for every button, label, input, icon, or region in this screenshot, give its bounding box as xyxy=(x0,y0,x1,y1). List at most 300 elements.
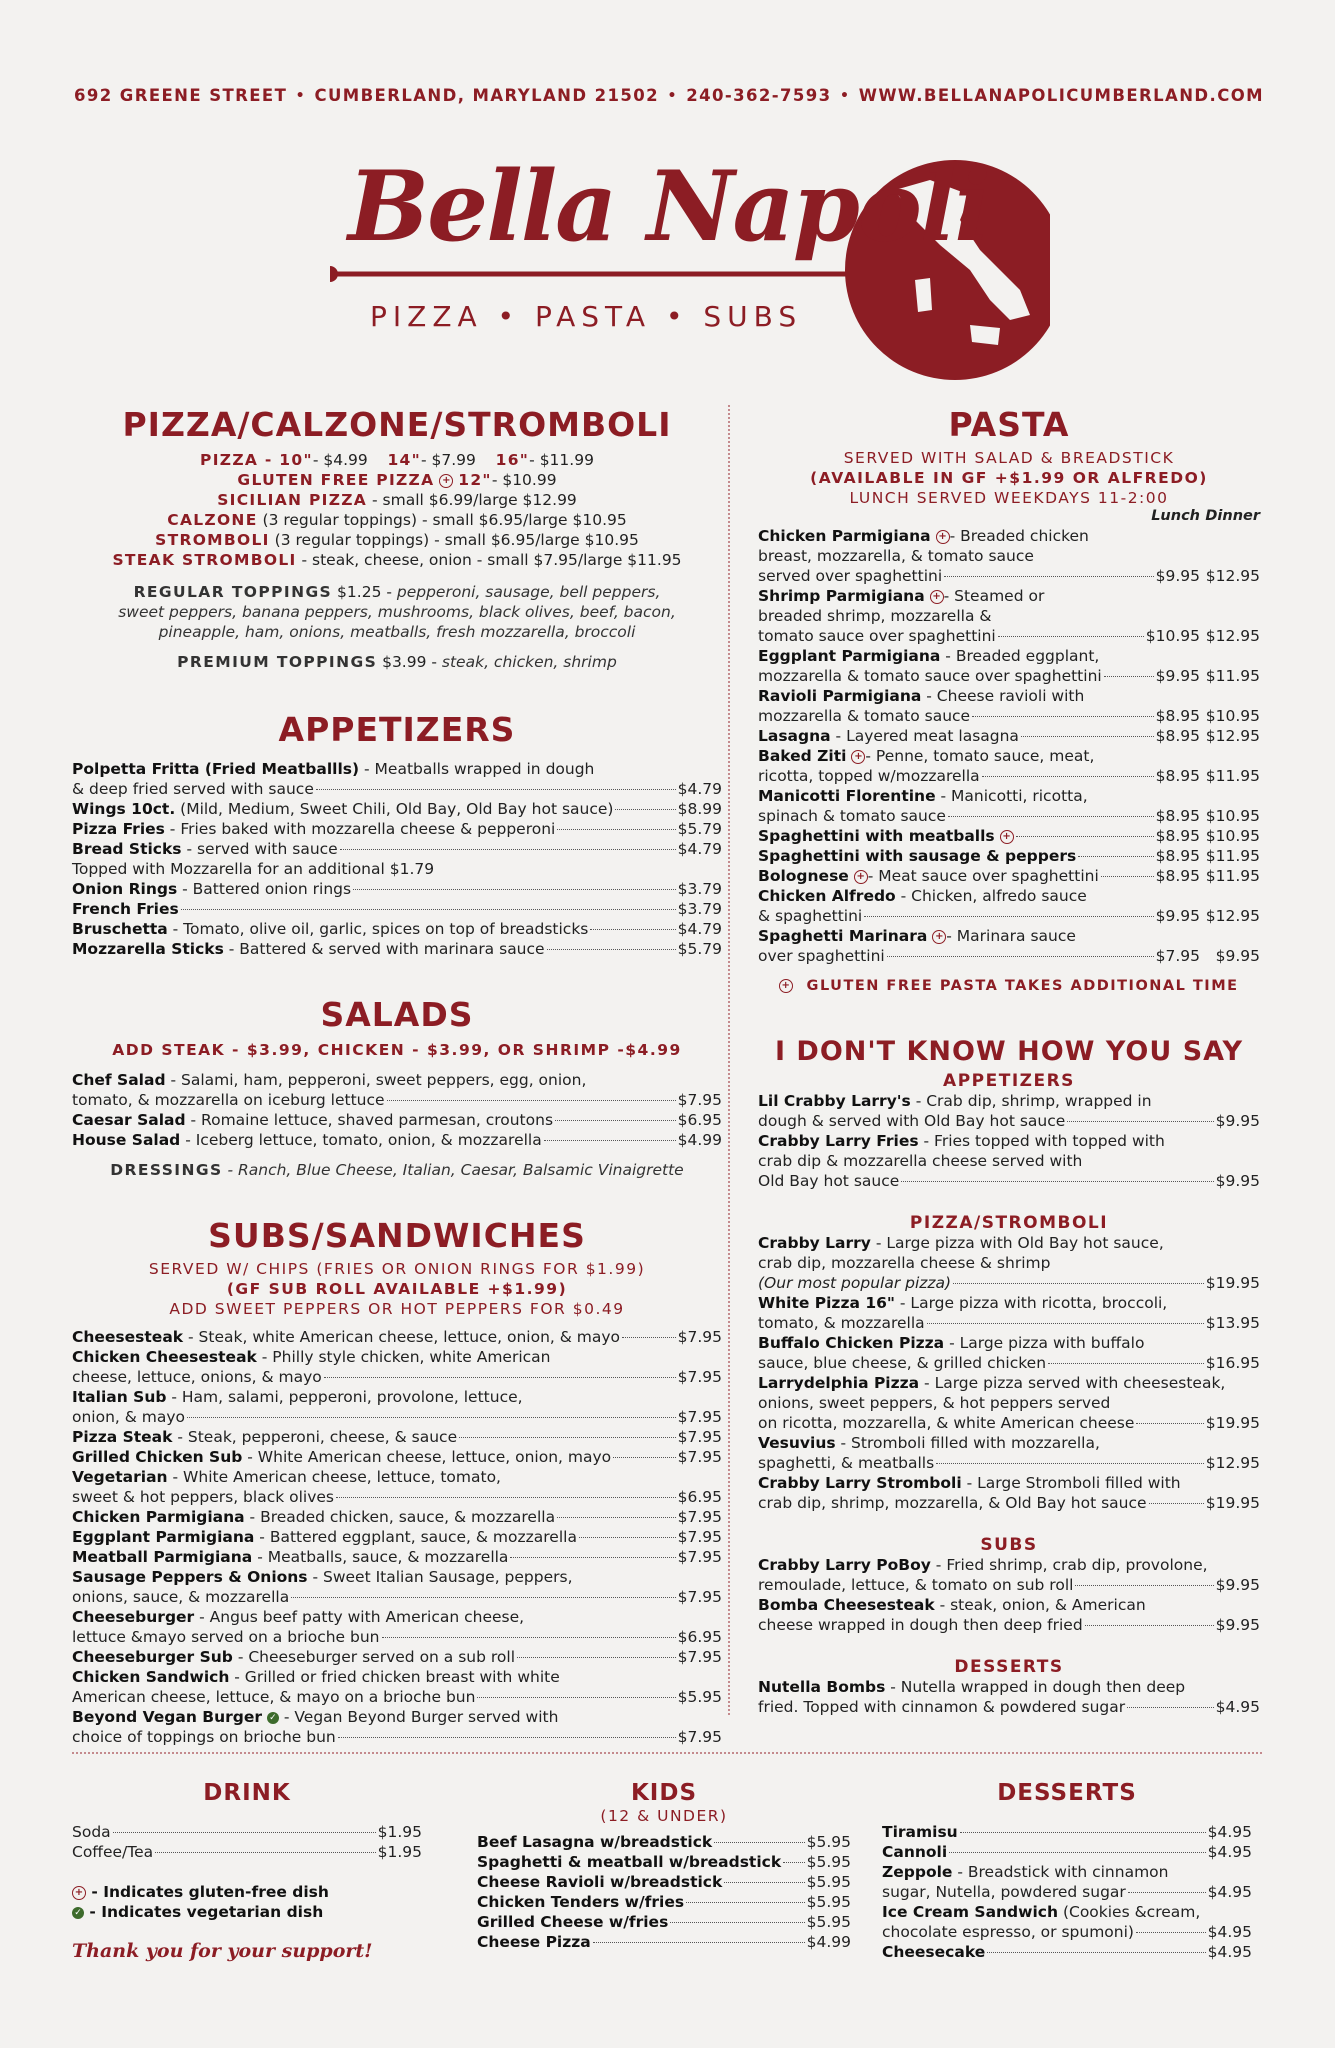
vegetarian-icon: ✓ xyxy=(72,1907,84,1919)
item-name: Nutella Bombs xyxy=(758,1678,886,1696)
item-name: Sausage Peppers & Onions xyxy=(72,1568,308,1586)
item-desc: - Large pizza served with cheesesteak, xyxy=(919,1374,1226,1392)
list-item xyxy=(477,1872,851,1892)
price: - $11.99 xyxy=(529,451,594,469)
item-desc: - Salami, ham, pepperoni, sweet peppers, egg, onion, xyxy=(165,1071,587,1089)
item-price: $5.95 xyxy=(806,1873,851,1891)
item-price: $8.99 xyxy=(677,800,722,818)
item-name: Coffee/Tea xyxy=(72,1843,154,1861)
gf-note-text: GLUTEN FREE PASTA TAKES ADDITIONAL TIME xyxy=(806,978,1239,994)
list-item xyxy=(758,846,1260,866)
item-name: Tiramisu xyxy=(882,1823,958,1841)
item-desc: - Chicken, alfredo sauce xyxy=(895,887,1087,905)
list-item xyxy=(882,1922,1252,1942)
item-name: Chicken Parmigiana xyxy=(72,1508,245,1526)
item-desc: - Large pizza with Old Bay hot sauce, xyxy=(870,1234,1164,1252)
list-item xyxy=(758,1313,1260,1333)
item-name: Onion Rings xyxy=(72,880,178,898)
item-price: $5.95 xyxy=(806,1893,851,1911)
item-name: Eggplant Parmigiana xyxy=(72,1528,255,1546)
item-name: Meatball Parmigiana xyxy=(72,1548,253,1566)
item-price: $13.95 xyxy=(1205,1314,1260,1332)
item-price: $1.95 xyxy=(377,1823,422,1841)
item-desc: - Fries topped with topped with xyxy=(918,1132,1165,1150)
price: - $10.99 xyxy=(491,471,557,489)
item-name: Vesuvius xyxy=(758,1434,836,1452)
item-desc: - Philly style chicken, white American xyxy=(256,1348,551,1366)
list-item xyxy=(758,1413,1260,1433)
list-item xyxy=(758,1453,1260,1473)
item-name: Caesar Salad xyxy=(72,1111,186,1129)
list-item xyxy=(758,586,1260,606)
item-name: Spaghetti & meatball w/breadstick xyxy=(477,1853,782,1871)
item-name: Wings 10ct. xyxy=(72,800,176,818)
item-name: Chicken Parmigiana xyxy=(758,527,931,545)
list-item xyxy=(72,1347,722,1367)
item-name: Spaghettini with sausage & peppers xyxy=(758,847,1077,865)
item-desc: cheese, lettuce, onions, & mayo xyxy=(72,1368,322,1386)
list-item xyxy=(477,1832,851,1852)
item-price: $4.79 xyxy=(677,780,722,798)
item-desc: - Manicotti, ricotta, xyxy=(935,787,1088,805)
item-price: $7.95 xyxy=(677,1368,722,1386)
item-price: $7.95 xyxy=(677,1091,722,1109)
list-item xyxy=(758,626,1260,646)
item-desc: - Meatballs, sauce, & mozzarella xyxy=(252,1548,509,1566)
item-name: Crabby Larry Stromboli xyxy=(758,1474,962,1492)
list-item xyxy=(758,1615,1260,1635)
item-desc: - Ham, salami, pepperoni, provolone, lettuce, xyxy=(166,1388,523,1406)
item-price: $7.95 xyxy=(677,1728,722,1746)
legend-gf xyxy=(72,1882,422,1902)
item-name: Crabby Larry PoBoy xyxy=(758,1556,931,1574)
item-name: French Fries xyxy=(72,900,179,918)
item-price: $7.95 xyxy=(677,1648,722,1666)
list-item xyxy=(72,1567,722,1587)
list-item xyxy=(72,899,722,919)
item-desc: - Breaded eggplant, xyxy=(940,647,1100,665)
toppings-price: $3.99 - xyxy=(377,653,442,671)
subs-note: (GF SUB ROLL AVAILABLE +$1.99) xyxy=(226,1280,568,1298)
toppings-list: sweet peppers, banana peppers, mushrooms, black olives, beef, bacon, xyxy=(118,603,676,621)
item-name: Chicken Tenders w/fries xyxy=(477,1893,685,1911)
gluten-free-icon: + xyxy=(439,474,453,488)
pasta-note: LUNCH SERVED WEEKDAYS 11-2:00 xyxy=(849,489,1169,507)
item-desc: - Grilled or fried chicken breast with white xyxy=(229,1668,560,1686)
item-desc: - Nutella wrapped in dough then deep xyxy=(885,1678,1186,1696)
list-item xyxy=(758,726,1260,746)
item-price: $6.95 xyxy=(677,1111,722,1129)
phone-number[interactable]: 240-362-7593 xyxy=(686,86,832,105)
item-price: $7.95 xyxy=(677,1448,722,1466)
idk-pizza-title: PIZZA/STROMBOLI xyxy=(909,1213,1109,1233)
drink-section xyxy=(72,1780,422,1962)
salads-add-ons: ADD STEAK - $3.99, CHICKEN - $3.99, OR SHRIMP -$4.99 xyxy=(112,1041,682,1059)
list-item xyxy=(882,1822,1252,1842)
street-address: 692 GREENE STREET xyxy=(74,86,288,105)
item-desc: - Cheeseburger served on a sub roll xyxy=(232,1648,516,1666)
item-name: Ice Cream Sandwich xyxy=(882,1903,1059,1921)
size: 14" xyxy=(387,451,421,469)
pizza-sizes xyxy=(72,450,722,470)
list-item xyxy=(758,1677,1260,1697)
item-desc: (Mild, Medium, Sweet Chili, Old Bay, Old Bay hot sauce) xyxy=(175,800,614,818)
idk-appetizers-list xyxy=(758,1091,1260,1191)
item-desc: - Angus beef patty with American cheese, xyxy=(194,1608,525,1626)
item-desc: - Steamed or xyxy=(943,587,1045,605)
item-desc: sugar, Nutella, powdered sugar xyxy=(882,1883,1126,1901)
item-price: $12.95 xyxy=(1205,1454,1260,1472)
size: 12" xyxy=(458,471,492,489)
dinner-price: $10.95 xyxy=(1205,707,1260,725)
item-price: $7.95 xyxy=(677,1428,722,1446)
list-item xyxy=(758,646,1260,666)
item-name: Buffalo Chicken Pizza xyxy=(758,1334,945,1352)
item-price: $7.95 xyxy=(677,1588,722,1606)
item-price: $4.95 xyxy=(1207,1943,1252,1961)
pasta-title: PASTA xyxy=(948,405,1070,444)
item-desc: - Battered & served with marinara sauce xyxy=(223,940,545,958)
list-item xyxy=(758,566,1260,586)
list-item xyxy=(758,746,1260,766)
item-desc: (3 regular toppings) - small $6.95/large $10.95 xyxy=(269,531,639,549)
item-desc: on ricotta, mozzarella, & white American cheese xyxy=(758,1414,1135,1432)
list-item xyxy=(72,919,722,939)
item-name: Spaghetti Marinara xyxy=(758,927,928,945)
lunch-header: Lunch xyxy=(1151,508,1200,524)
item-name: Chicken Alfredo xyxy=(758,887,896,905)
dinner-price: $11.95 xyxy=(1205,867,1260,885)
item-desc: - Stromboli filled with mozzarella, xyxy=(835,1434,1100,1452)
list-item xyxy=(72,1507,722,1527)
dinner-price: $11.95 xyxy=(1205,767,1260,785)
idk-subs-list xyxy=(758,1555,1260,1635)
item-price: $5.95 xyxy=(806,1853,851,1871)
item-name: Bruschetta xyxy=(72,920,168,938)
separator: • xyxy=(839,87,851,104)
appetizers-list xyxy=(72,759,722,959)
list-item xyxy=(758,866,1260,886)
drink-title: DRINK xyxy=(203,1780,291,1806)
list-item xyxy=(72,839,722,859)
city-address: CUMBERLAND, MARYLAND 21502 xyxy=(314,86,660,105)
list-item xyxy=(758,1493,1260,1513)
item-desc: - Meatballs wrapped in dough xyxy=(359,760,595,778)
toppings-list: pepperoni, sausage, bell peppers, xyxy=(396,583,661,601)
list-item xyxy=(758,1111,1260,1131)
item-desc: onions, sweet peppers, & hot peppers served xyxy=(758,1394,1111,1412)
item-desc: tomato, & mozzarella on iceburg lettuce xyxy=(72,1091,385,1109)
item-label: CALZONE xyxy=(167,511,258,529)
lunch-price: $10.95 xyxy=(1145,627,1200,645)
list-item xyxy=(882,1882,1252,1902)
sicilian-pizza xyxy=(72,490,722,510)
list-item xyxy=(758,1697,1260,1717)
item-price: $4.79 xyxy=(677,920,722,938)
item-name: Cheeseburger Sub xyxy=(72,1648,233,1666)
gluten-free-icon: + xyxy=(851,750,865,764)
calzone xyxy=(72,510,722,530)
item-name: Cheesesteak xyxy=(72,1328,184,1346)
item-price: $4.95 xyxy=(1207,1923,1252,1941)
item-price: $7.95 xyxy=(677,1508,722,1526)
list-item xyxy=(758,666,1260,686)
item-desc: - Fries baked with mozzarella cheese & pepperoni xyxy=(164,820,556,838)
list-item xyxy=(758,786,1260,806)
dinner-header: Dinner xyxy=(1205,508,1260,524)
item-name: Pizza Steak xyxy=(72,1428,173,1446)
list-item xyxy=(758,1575,1260,1595)
list-item xyxy=(72,879,722,899)
list-item xyxy=(72,819,722,839)
item-price: $19.95 xyxy=(1205,1274,1260,1292)
list-item xyxy=(72,939,722,959)
list-item xyxy=(758,1353,1260,1373)
item-name: Crabby Larry xyxy=(758,1234,871,1252)
item-price: $7.95 xyxy=(677,1528,722,1546)
item-name: Zeppole xyxy=(882,1863,953,1881)
list-item xyxy=(758,1273,1260,1293)
list-item xyxy=(758,766,1260,786)
item-desc: - Vegan Beyond Burger served with xyxy=(278,1708,559,1726)
list-item xyxy=(477,1912,851,1932)
item-desc: onion, & mayo xyxy=(72,1408,186,1426)
list-item xyxy=(758,686,1260,706)
item-desc: remoulade, lettuce, & tomato on sub roll xyxy=(758,1576,1074,1594)
kids-list xyxy=(477,1832,851,1952)
item-name: Italian Sub xyxy=(72,1388,167,1406)
item-price: $4.95 xyxy=(1215,1698,1260,1716)
list-item xyxy=(758,1555,1260,1575)
item-desc: - White American cheese, lettuce, onion, mayo xyxy=(242,1448,612,1466)
kids-subtitle: (12 & UNDER) xyxy=(600,1807,728,1825)
item-desc: cheese wrapped in dough then deep fried xyxy=(758,1616,1083,1634)
item-price: $4.95 xyxy=(1207,1843,1252,1861)
idk-subs-title: SUBS xyxy=(980,1535,1038,1555)
item-price: $6.95 xyxy=(677,1488,722,1506)
item-desc: - steak, onion, & American xyxy=(934,1596,1146,1614)
column-divider xyxy=(728,405,730,1715)
list-item xyxy=(72,1707,722,1727)
item-desc: - Breadstick with cinnamon xyxy=(952,1863,1169,1881)
item-price: $19.95 xyxy=(1205,1494,1260,1512)
item-desc: - White American cheese, lettuce, tomato, xyxy=(167,1468,501,1486)
item-desc: American cheese, lettuce, & mayo on a brioche bun xyxy=(72,1688,476,1706)
list-item xyxy=(72,1487,722,1507)
gluten-free-icon: + xyxy=(1000,830,1014,844)
vegetarian-icon: ✓ xyxy=(267,1712,279,1724)
item-desc: tomato sauce over spaghettini xyxy=(758,627,996,645)
item-price: $7.95 xyxy=(677,1328,722,1346)
item-desc: - Sweet Italian Sausage, peppers, xyxy=(307,1568,573,1586)
price: - $4.99 xyxy=(312,451,368,469)
dinner-price: $12.95 xyxy=(1205,567,1260,585)
list-item xyxy=(758,1131,1260,1151)
steak-stromboli xyxy=(72,550,722,570)
item-price: $3.79 xyxy=(677,900,722,918)
gluten-free-icon: + xyxy=(779,979,793,993)
item-desc: crab dip & mozzarella cheese served with xyxy=(758,1152,1083,1170)
desserts-list xyxy=(882,1822,1252,1962)
list-item xyxy=(758,806,1260,826)
item-price: $4.79 xyxy=(677,840,722,858)
list-item xyxy=(758,1373,1260,1393)
item-price: $1.95 xyxy=(377,1843,422,1861)
item-price: $4.99 xyxy=(677,1131,722,1149)
lunch-price: $8.95 xyxy=(1155,807,1200,825)
item-name: Grilled Chicken Sub xyxy=(72,1448,243,1466)
item-desc: - Breaded chicken, sauce, & mozzarella xyxy=(244,1508,556,1526)
item-price: $9.95 xyxy=(1215,1616,1260,1634)
appetizers-title: APPETIZERS xyxy=(278,710,516,749)
idk-pizza-list xyxy=(758,1233,1260,1513)
list-item xyxy=(72,1090,722,1110)
item-desc: sweet & hot peppers, black olives xyxy=(72,1488,334,1506)
gluten-free-pizza xyxy=(72,470,722,490)
list-item xyxy=(72,1647,722,1667)
item-price: $4.95 xyxy=(1207,1823,1252,1841)
toppings-label: REGULAR TOPPINGS xyxy=(133,583,333,601)
item-name: White Pizza 16" xyxy=(758,1294,895,1312)
lunch-price: $8.95 xyxy=(1155,707,1200,725)
toppings-price: $1.25 - xyxy=(332,583,397,601)
item-desc: tomato, & mozzarella xyxy=(758,1314,925,1332)
list-item xyxy=(72,1367,722,1387)
list-item xyxy=(72,1407,722,1427)
item-name: Cheeseburger xyxy=(72,1608,195,1626)
subs-note: ADD SWEET PEPPERS OR HOT PEPPERS FOR $0.49 xyxy=(169,1300,625,1318)
item-desc: - Marinara sauce xyxy=(946,927,1076,945)
item-name: Lil Crabby Larry's xyxy=(758,1092,911,1110)
lunch-price: $8.95 xyxy=(1155,767,1200,785)
left-column xyxy=(72,405,722,1747)
item-price: $19.95 xyxy=(1205,1414,1260,1432)
dinner-price: $10.95 xyxy=(1205,807,1260,825)
item-name: Vegetarian xyxy=(72,1468,168,1486)
kids-section xyxy=(477,1780,851,1952)
lunch-price: $8.95 xyxy=(1155,727,1200,745)
item-name: Spaghettini with meatballs xyxy=(758,827,995,845)
list-item xyxy=(72,1070,722,1090)
item-desc: - Layered meat lasagna xyxy=(830,727,1019,745)
item-desc: - Romaine lettuce, shaved parmesan, croutons xyxy=(185,1111,554,1129)
item-desc: served over spaghettini xyxy=(758,567,943,585)
pasta-note: SERVED WITH SALAD & BREADSTICK xyxy=(843,449,1175,467)
dressings-label: DRESSINGS xyxy=(110,1161,223,1179)
list-item xyxy=(72,1527,722,1547)
item-label: STROMBOLI xyxy=(155,531,270,549)
item-name: Shrimp Parmigiana xyxy=(758,587,925,605)
item-name: Ravioli Parmigiana xyxy=(758,687,922,705)
pizza-label: PIZZA - 10" xyxy=(200,451,313,469)
pasta-note: (AVAILABLE IN GF +$1.99 OR ALFREDO) xyxy=(810,469,1208,487)
item-label: STEAK STROMBOLI xyxy=(112,551,297,569)
item-name: Cannoli xyxy=(882,1843,948,1861)
item-desc: - small $6.99/large $12.99 xyxy=(367,491,577,509)
item-price: $9.95 xyxy=(1215,1172,1260,1190)
item-desc: sauce, blue cheese, & grilled chicken xyxy=(758,1354,1047,1372)
item-desc: & deep fried served with sauce xyxy=(72,780,314,798)
list-item xyxy=(758,1171,1260,1191)
dinner-price: $12.95 xyxy=(1205,627,1260,645)
item-name: Cheesecake xyxy=(882,1943,986,1961)
list-item xyxy=(758,826,1260,846)
item-price: $7.95 xyxy=(677,1548,722,1566)
item-price: $5.79 xyxy=(677,940,722,958)
list-item xyxy=(882,1862,1252,1882)
separator: • xyxy=(667,87,678,104)
item-name: Soda xyxy=(72,1823,111,1841)
list-item xyxy=(72,1387,722,1407)
list-item xyxy=(477,1892,851,1912)
list-item xyxy=(882,1942,1252,1962)
section-divider xyxy=(72,1752,1262,1754)
right-column xyxy=(758,405,1260,1717)
item-price: $7.95 xyxy=(677,1408,722,1426)
item-desc: dough & served with Old Bay hot sauce xyxy=(758,1112,1066,1130)
list-item xyxy=(72,1587,722,1607)
list-item xyxy=(758,1233,1260,1253)
idk-title: I DON'T KNOW HOW YOU SAY xyxy=(774,1036,1244,1067)
item-desc: fried. Topped with cinnamon & powdered sugar xyxy=(758,1698,1126,1716)
gluten-free-icon: + xyxy=(936,530,950,544)
premium-toppings xyxy=(72,652,722,672)
list-item xyxy=(72,1667,722,1687)
item-name: Manicotti Florentine xyxy=(758,787,936,805)
item-desc: ricotta, topped w/mozzarella xyxy=(758,767,980,785)
list-item xyxy=(72,1130,722,1150)
item-desc: (Our most popular pizza) xyxy=(758,1274,952,1292)
list-item xyxy=(758,906,1260,926)
lunch-price: $9.95 xyxy=(1155,907,1200,925)
list-item xyxy=(72,759,722,779)
item-price: $5.95 xyxy=(677,1688,722,1706)
list-item xyxy=(758,1091,1260,1111)
address-bar xyxy=(74,86,1264,105)
lunch-price: $9.95 xyxy=(1155,667,1200,685)
separator: • xyxy=(295,87,307,104)
item-desc: chocolate espresso, or spumoni) xyxy=(882,1923,1134,1941)
item-price: $3.79 xyxy=(677,880,722,898)
item-price: $5.95 xyxy=(806,1833,851,1851)
item-desc: Old Bay hot sauce xyxy=(758,1172,900,1190)
item-desc: - Meat sauce over spaghettini xyxy=(867,867,1099,885)
dinner-price: $11.95 xyxy=(1205,847,1260,865)
list-item xyxy=(882,1842,1252,1862)
item-desc: - Battered onion rings xyxy=(177,880,352,898)
item-desc: (Cookies &cream, xyxy=(1058,1903,1201,1921)
list-item xyxy=(72,1842,422,1862)
stromboli xyxy=(72,530,722,550)
drink-list xyxy=(72,1822,422,1862)
list-item xyxy=(72,1627,722,1647)
toppings-list: pineapple, ham, onions, meatballs, fresh mozzarella, broccoli xyxy=(158,623,636,641)
website-link[interactable]: WWW.BELLANAPOLICUMBERLAND.COM xyxy=(858,86,1264,105)
dinner-price: $12.95 xyxy=(1205,907,1260,925)
lunch-price: $9.95 xyxy=(1155,567,1200,585)
list-item xyxy=(758,886,1260,906)
item-desc: onions, sauce, & mozzarella xyxy=(72,1588,290,1606)
regular-toppings xyxy=(72,582,722,642)
legend xyxy=(72,1882,422,1922)
item-name: Polpetta Fritta (Fried Meatballls) xyxy=(72,760,360,778)
pizza-section-title: PIZZA/CALZONE/STROMBOLI xyxy=(122,405,672,444)
list-item xyxy=(758,946,1260,966)
list-item xyxy=(758,1433,1260,1453)
item-desc: mozzarella & tomato sauce over spaghettini xyxy=(758,667,1102,685)
item-desc: over spaghettini xyxy=(758,947,885,965)
legend-text: - Indicates gluten-free dish xyxy=(86,1883,329,1901)
